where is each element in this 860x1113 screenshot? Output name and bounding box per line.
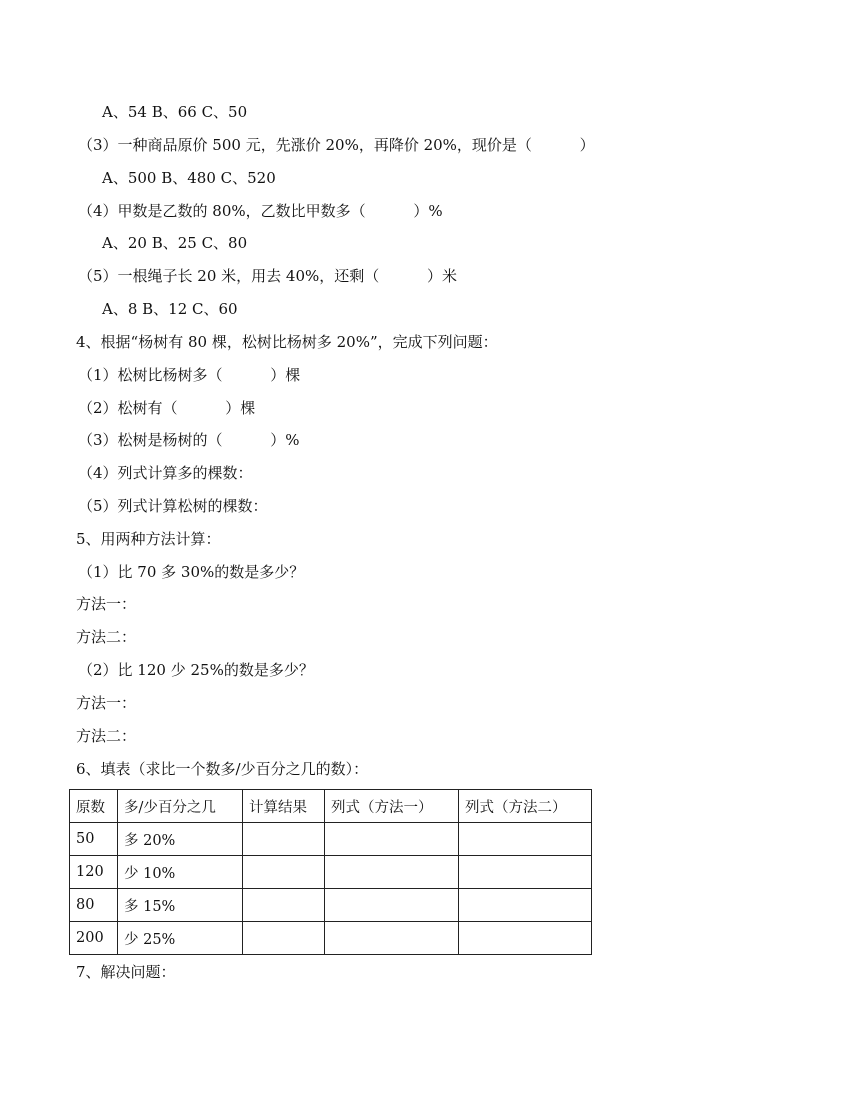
table-cell: 少 10% [118,856,243,889]
section-6-heading: 6、填表（求比一个数多/少百分之几的数）： [76,760,369,778]
line-q5-options: A、8 B、12 C、60 [102,300,238,318]
table-row [70,922,592,955]
line-q4: （4）甲数是乙数的 80%，乙数比甲数多（ ）% [78,202,443,220]
table-header-row [70,790,592,823]
table-cell [243,823,325,856]
table-header-cell: 列式（方法一） [325,790,459,823]
table-cell [459,856,592,889]
table-cell: 多 20% [118,823,243,856]
section-5-heading: 5、用两种方法计算： [76,530,221,548]
table-cell: 120 [70,856,118,889]
table-cell [325,856,459,889]
fill-table [69,789,592,955]
line-q5: （5）一根绳子长 20 米，用去 40%，还剩（ ）米 [78,267,457,285]
table-cell [243,922,325,955]
table-row [70,889,592,922]
table-cell [459,922,592,955]
line-5-1-method1: 方法一： [76,595,137,613]
table-cell: 80 [70,889,118,922]
line-4-4: （4）列式计算多的棵数： [78,464,253,482]
line-q4-options: A、20 B、25 C、80 [102,234,248,252]
table-cell [325,889,459,922]
table-cell [325,922,459,955]
table-header-cell: 原数 [70,790,118,823]
section-7-heading: 7、解决问题： [76,963,176,981]
table-header-cell: 列式（方法二） [459,790,592,823]
line-q3: （3）一种商品原价 500 元，先涨价 20%，再降价 20%，现价是（ ） [78,136,595,154]
line-5-2-method2: 方法二： [76,727,137,745]
table-row [70,856,592,889]
table-cell: 50 [70,823,118,856]
table-cell: 少 25% [118,922,243,955]
table-cell [459,889,592,922]
line-4-5: （5）列式计算松树的棵数： [78,497,268,515]
table-header-cell: 多/少百分之几 [118,790,243,823]
table-cell [243,889,325,922]
table-cell [459,823,592,856]
line-q3-options: A、500 B、480 C、520 [102,169,276,187]
line-5-2: （2）比 120 少 25%的数是多少？ [78,661,314,679]
line-4-3: （3）松树是杨树的（ ）% [78,431,300,449]
table-row [70,823,592,856]
table-header-cell: 计算结果 [243,790,325,823]
table-cell [325,823,459,856]
table-cell: 多 15% [118,889,243,922]
table-cell [243,856,325,889]
line-5-2-method1: 方法一： [76,694,137,712]
line-q2-options: A、54 B、66 C、50 [102,103,248,121]
table-cell: 200 [70,922,118,955]
line-5-1: （1）比 70 多 30%的数是多少？ [78,563,305,581]
line-5-1-method2: 方法二： [76,628,137,646]
line-4-2: （2）松树有（ ）棵 [78,399,256,417]
line-4-1: （1）松树比杨树多（ ）棵 [78,366,301,384]
section-4-heading: 4、根据“杨树有 80 棵，松树比杨树多 20%”，完成下列问题： [76,333,498,351]
